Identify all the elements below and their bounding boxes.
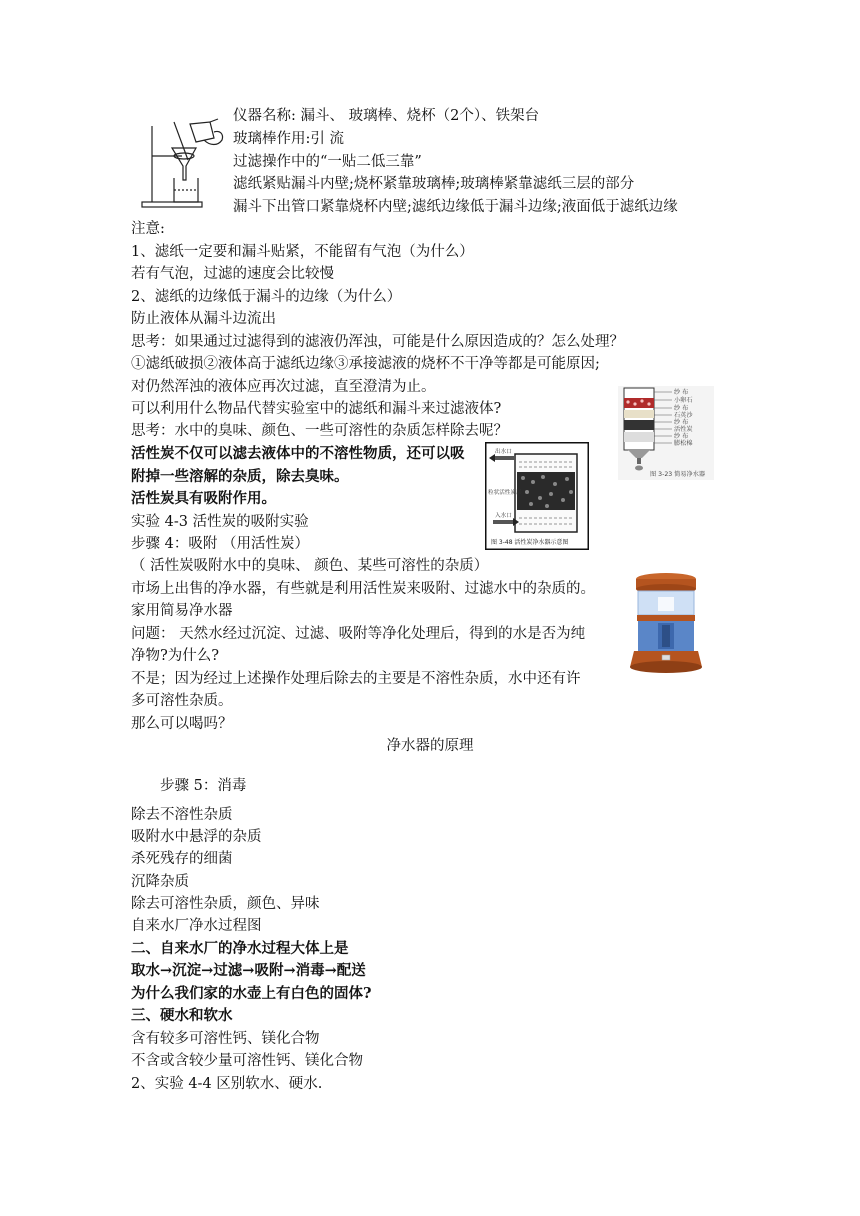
text-line: 含有较多可溶性钙、镁化合物 bbox=[131, 1031, 320, 1047]
layer-label: 纱 布 bbox=[674, 419, 689, 426]
instruments-line: 仪器名称: 漏斗、 玻璃棒、烧杯（2个）、铁架台 bbox=[233, 108, 540, 124]
step5-heading: 步骤 5：消毒 bbox=[160, 778, 247, 794]
text-line: 可以利用什么物品代替实验室中的滤纸和漏斗来过滤液体? bbox=[131, 401, 502, 417]
center-title: 净水器的原理 bbox=[386, 738, 474, 754]
text-line: 自来水厂净水过程图 bbox=[131, 918, 262, 934]
text-line: 为什么我们家的水壶上有白色的固体? bbox=[131, 985, 372, 1002]
figure-caption: 图 3-48 活性炭净水器示意图 bbox=[491, 539, 569, 546]
text-line: 多可溶性杂质。 bbox=[131, 693, 233, 709]
layer-label: 纱 布 bbox=[674, 433, 689, 440]
text-line: 不含或含较少量可溶性钙、镁化合物 bbox=[131, 1053, 363, 1069]
filtration-rules-heading: 过滤操作中的“一贴二低三靠” bbox=[233, 154, 422, 170]
media-label: 粒状活性炭层 bbox=[488, 490, 522, 496]
text-line: 防止液体从漏斗边流出 bbox=[131, 311, 276, 327]
text-line: 活性炭不仅可以滤去液体中的不溶性物质，还可以吸 bbox=[131, 445, 465, 462]
outlet-label: 出水口 bbox=[495, 449, 512, 455]
text-line: 2、滤纸的边缘低于漏斗的边缘（为什么） bbox=[131, 289, 402, 305]
text-line: 附掉一些溶解的杂质，除去臭味。 bbox=[131, 468, 349, 485]
carbon-purifier-figure bbox=[485, 442, 589, 550]
text-line: 实验 4-3 活性炭的吸附实验 bbox=[131, 514, 309, 530]
filtration-rule-line-2: 漏斗下出管口紧靠烧杯内壁;滤纸边缘低于漏斗边缘;液面低于滤纸边缘 bbox=[233, 199, 678, 215]
text-line: 问题： 天然水经过沉淀、过滤、吸附等净化处理后，得到的水是否为纯 bbox=[131, 626, 586, 642]
text-line: 那么可以喝吗？ bbox=[131, 716, 233, 732]
layer-label: 纱 布 bbox=[674, 389, 689, 396]
layer-label: 小卵石 bbox=[674, 397, 693, 404]
text-line: 不是；因为经过上述操作处理后除去的主要是不溶性杂质，水中还有许 bbox=[131, 671, 581, 687]
simple-purifier-figure bbox=[618, 386, 714, 480]
text-line: 1、滤纸一定要和漏斗贴紧，不能留有气泡（为什么） bbox=[131, 244, 474, 260]
layer-label: 石英沙 bbox=[674, 412, 693, 419]
layer-label: 纱 布 bbox=[674, 405, 689, 412]
text-line: 家用简易净水器 bbox=[131, 603, 233, 619]
filtration-rule-line-1: 滤纸紧贴漏斗内壁;烧杯紧靠玻璃棒;玻璃棒紧靠滤纸三层的部分 bbox=[233, 176, 635, 192]
filtration-apparatus-drawing bbox=[138, 118, 226, 210]
text-line: ①滤纸破损②液体高于滤纸边缘③承接滤液的烧杯不干净等都是可能原因; bbox=[131, 356, 600, 372]
text-line: 市场上出售的净水器，有些就是利用活性炭来吸附、过滤水中的杂质的。 bbox=[131, 581, 595, 597]
text-line: 思考：如果通过过滤得到的滤液仍浑浊，可能是什么原因造成的？怎么处理？ bbox=[131, 334, 624, 350]
layer-label: 膨松棉 bbox=[674, 440, 693, 447]
text-line: 杀死残存的细菌 bbox=[131, 851, 233, 867]
text-line: 步骤 4：吸附 （用活性炭） bbox=[131, 536, 309, 552]
layer-label: 活性炭 bbox=[674, 426, 693, 433]
text-line: 取水→沉淀→过滤→吸附→消毒→配送 bbox=[131, 962, 366, 979]
text-line: 除去可溶性杂质，颜色、异味 bbox=[131, 896, 320, 912]
inlet-label: 入水口 bbox=[495, 513, 512, 519]
figure-caption: 图 3-23 简易净水器 bbox=[650, 471, 706, 478]
text-line: 对仍然浑浊的液体应再次过滤，直至澄清为止。 bbox=[131, 379, 436, 395]
rod-use-line: 玻璃棒作用:引 流 bbox=[233, 131, 344, 147]
text-line: 思考：水中的臭味、颜色、一些可溶性的杂质怎样除去呢？ bbox=[131, 423, 508, 439]
text-line: 2、实验 4-4 区别软水、硬水. bbox=[131, 1076, 323, 1092]
text-line: 二、自来水厂的净水过程大体上是 bbox=[131, 940, 349, 957]
text-line: 活性炭具有吸附作用。 bbox=[131, 490, 276, 507]
water-dispenser-figure bbox=[628, 571, 704, 679]
text-line: 除去不溶性杂质 bbox=[131, 807, 233, 823]
text-line: 若有气泡，过滤的速度会比较慢 bbox=[131, 266, 334, 282]
text-line: （ 活性炭吸附水中的臭味、 颜色、某些可溶性的杂质） bbox=[131, 558, 489, 574]
text-line: 三、硬水和软水 bbox=[131, 1007, 233, 1024]
text-line: 净物?为什么? bbox=[131, 648, 220, 664]
text-line: 吸附水中悬浮的杂质 bbox=[131, 829, 262, 845]
text-line: 沉降杂质 bbox=[131, 874, 189, 890]
note-label: 注意: bbox=[131, 221, 165, 237]
